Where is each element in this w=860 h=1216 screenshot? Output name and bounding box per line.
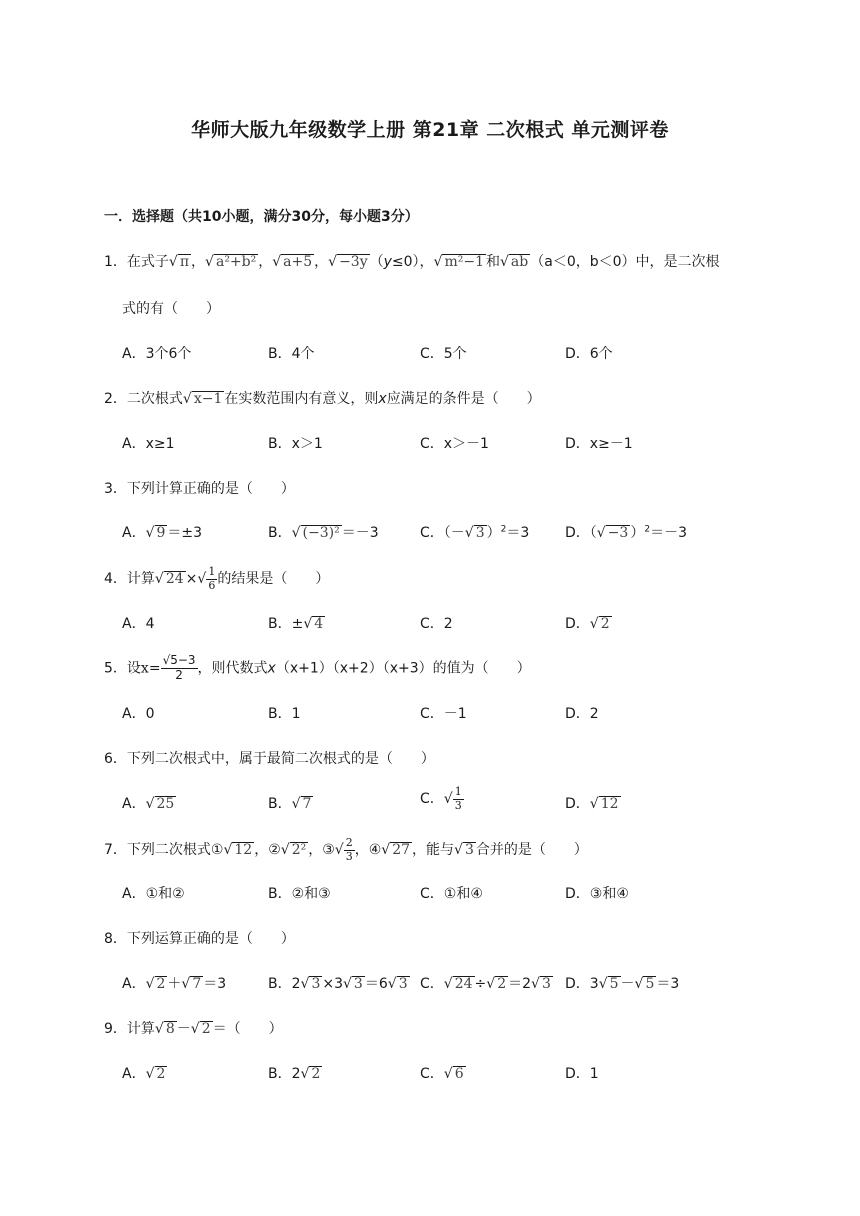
q2-option-a[interactable]: A．x≥1 bbox=[122, 436, 175, 452]
section-heading: 一．选择题（共10小题，满分30分，每小题3分） bbox=[104, 209, 419, 225]
q1-option-c[interactable]: C．5个 bbox=[420, 346, 467, 362]
q2-option-b[interactable]: B．x＞1 bbox=[268, 436, 323, 452]
q9-option-d[interactable]: D．1 bbox=[565, 1066, 599, 1082]
question-9: 9．计算√ 8 －√ 2 ＝（ ） bbox=[104, 1021, 283, 1037]
q1-option-d[interactable]: D．6个 bbox=[565, 346, 613, 362]
question-4: 4．计算√ 24 ×√ $\frac{1}{6}$ 的结果是（ ） bbox=[104, 565, 330, 592]
q3-option-a[interactable]: A．√ 9 ＝±3 bbox=[122, 525, 203, 541]
question-3: 3．下列计算正确的是（ ） bbox=[104, 481, 295, 497]
q1-option-b[interactable]: B．4个 bbox=[268, 346, 315, 362]
q6-option-d[interactable]: D．√ 12 bbox=[565, 796, 619, 812]
q6-option-c[interactable]: C．√ $\frac{1}{3}$ bbox=[420, 785, 462, 812]
q4-option-a[interactable]: A．4 bbox=[122, 616, 155, 632]
q1-option-a[interactable]: A．3个6个 bbox=[122, 346, 192, 362]
q6-option-a[interactable]: A．√ 25 bbox=[122, 796, 175, 812]
q5-option-c[interactable]: C．－1 bbox=[420, 706, 467, 722]
page-title: 华师大版九年级数学上册 第21章 二次根式 单元测评卷 bbox=[191, 119, 669, 141]
q3-option-d[interactable]: D．（√ −3 ）$^2$＝－3 bbox=[565, 524, 687, 541]
q8-option-b[interactable]: B．2√ 3 ×3√ 3 ＝6√ 3 bbox=[268, 976, 408, 992]
q5-option-d[interactable]: D．2 bbox=[565, 706, 599, 722]
question-2: 2．二次根式√ x−1 在实数范围内有意义，则x应满足的条件是（ ） bbox=[104, 391, 541, 407]
q8-option-d[interactable]: D．3√ 5 －√ 5 ＝3 bbox=[565, 976, 680, 992]
question-7: 7．下列二次根式①√ 12 ，②√ 2² ，③√ $\frac{2}{3}$ ，④√ 27 ，能与√ 3 合并的是（ ） bbox=[104, 836, 588, 863]
question-8: 8．下列运算正确的是（ ） bbox=[104, 931, 295, 947]
question-6: 6．下列二次根式中，属于最简二次根式的是（ ） bbox=[104, 751, 435, 767]
q7-option-d[interactable]: D．③和④ bbox=[565, 886, 629, 902]
q3-option-c[interactable]: C．（－√ 3 ）$^2$＝3 bbox=[420, 524, 530, 541]
q4-option-d[interactable]: D．√ 2 bbox=[565, 616, 610, 632]
q8-option-c[interactable]: C．√ 24 ÷√ 2 ＝2√ 3 bbox=[420, 976, 551, 992]
q4-option-c[interactable]: C．2 bbox=[420, 616, 453, 632]
q7-option-b[interactable]: B．②和③ bbox=[268, 886, 331, 902]
q5-option-a[interactable]: A．0 bbox=[122, 706, 155, 722]
q7-option-a[interactable]: A．①和② bbox=[122, 886, 185, 902]
q9-option-c[interactable]: C．√ 6 bbox=[420, 1066, 464, 1082]
question-1: 1．在式子√ π ，√ a²+b² ，√ a+5 ，√ −3y （y≤0），√ m²−1 和√ ab （a＜0，b＜0）中，是二次根 bbox=[104, 254, 720, 270]
question-1-line2: 式的有（ ） bbox=[122, 301, 220, 317]
q9-option-b[interactable]: B．2√ 2 bbox=[268, 1066, 321, 1082]
q2-option-d[interactable]: D．x≥－1 bbox=[565, 436, 633, 452]
question-5: 5．设x= $\frac{√5-3}{2}$ ，则代数式x（x+1）（x+2）（x+3）的值为（ ） bbox=[104, 653, 531, 682]
q6-option-b[interactable]: B．√ 7 bbox=[268, 796, 312, 812]
q3-option-b[interactable]: B．√ (−3)² ＝－3 bbox=[268, 525, 379, 541]
q2-option-c[interactable]: C．x＞－1 bbox=[420, 436, 489, 452]
q9-option-a[interactable]: A．√ 2 bbox=[122, 1066, 166, 1082]
q8-option-a[interactable]: A．√ 2 ＋√ 7 ＝3 bbox=[122, 976, 227, 992]
q5-option-b[interactable]: B．1 bbox=[268, 706, 301, 722]
q4-option-b[interactable]: B．±√ 4 bbox=[268, 616, 324, 632]
q7-option-c[interactable]: C．①和④ bbox=[420, 886, 483, 902]
